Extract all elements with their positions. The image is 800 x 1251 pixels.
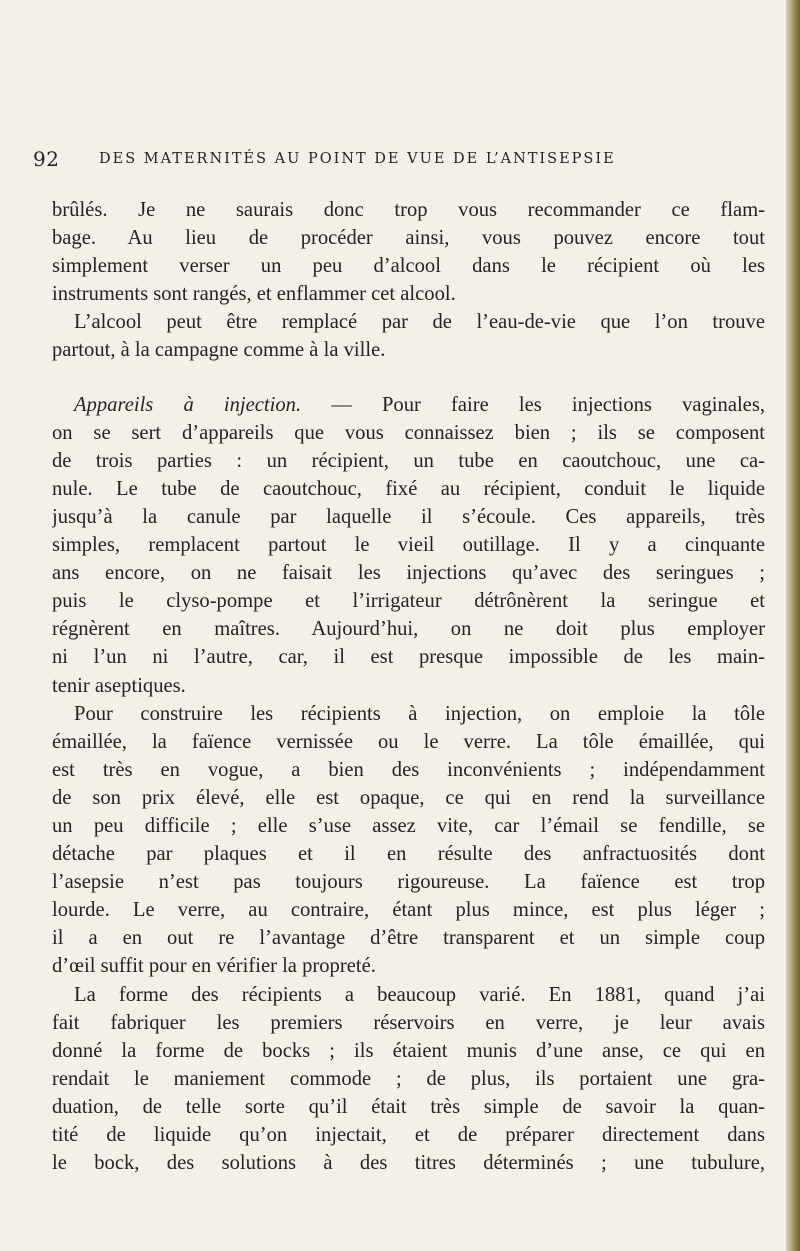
page-edge [786, 0, 800, 1251]
text-line: il a en out re l’avantage d’être transparent et un simple coup [52, 927, 765, 950]
text-line: émaillée, la faïence vernissée ou le verre. La tôle émaillée, qui [52, 730, 765, 753]
section-heading: Appareils à injection. [74, 393, 302, 416]
body-text [52, 196, 765, 1177]
text-line: puis le clyso-pompe et l’irrigateur détrônèrent la seringue et [52, 590, 765, 613]
text-line: on se sert d’appareils que vous connaissez bien ; ils se composent [52, 421, 765, 444]
text-line: le bock, des solutions à des titres déterminés ; une tubulure, [52, 1152, 765, 1175]
text-line: L’alcool peut être remplacé par de l’eau-de-vie que l’on trouve [74, 311, 765, 334]
text-line: duation, de telle sorte qu’il était très simple de savoir la quan- [52, 1095, 765, 1118]
text-line: lourde. Le verre, au contraire, étant plus mince, est plus léger ; [52, 899, 765, 922]
text-line: est très en vogue, a bien des inconvénients ; indépendamment [52, 758, 765, 781]
text-line: bage. Au lieu de procéder ainsi, vous pouvez encore tout [52, 227, 765, 250]
text-line: tité de liquide qu’on injectait, et de préparer directement dans [52, 1124, 765, 1146]
text-line: La forme des récipients a beaucoup varié. En 1881, quand j’ai [74, 983, 765, 1006]
section-line-text: — Pour faire les injections vaginales, [301, 393, 765, 416]
text-line: rendait le maniement commode ; de plus, ils portaient une gra- [52, 1067, 765, 1090]
text-line: détache par plaques et il en résulte des anfractuosités dont [52, 843, 765, 866]
text-line: nule. Le tube de caoutchouc, fixé au récipient, conduit le liquide [52, 477, 765, 500]
text-line: ans encore, on ne faisait les injections qu’avec des seringues ; [52, 562, 765, 585]
text-line: simples, remplacent partout le vieil outillage. Il y a cinquante [52, 534, 765, 557]
text-line: simplement verser un peu d’alcool dans le récipient où les [52, 255, 765, 278]
section-line [52, 391, 765, 419]
text-line: Pour construire les récipients à injection, on emploie la tôle [74, 702, 765, 725]
text-line: l’asepsie n’est pas toujours rigoureuse. La faïence est trop [52, 871, 765, 894]
running-title: DES MATERNITÉS AU POINT DE VUE DE L’ANTISEPSIE [99, 151, 616, 167]
text-line: un peu difficile ; elle s’use assez vite, car l’émail se fendille, se [52, 814, 765, 837]
text-line: fait fabriquer les premiers réservoirs en verre, je leur avais [52, 1011, 765, 1034]
text-line: partout, à la campagne comme à la ville. [52, 339, 386, 362]
text-line: de trois parties : un récipient, un tube en caoutchouc, une ca- [52, 449, 765, 472]
page-number: 92 [33, 147, 60, 171]
text-line: tenir aseptiques. [52, 674, 186, 697]
text-line: jusqu’à la canule par laquelle il s’écoule. Ces appareils, très [52, 505, 765, 528]
text-line: régnèrent en maîtres. Aujourd’hui, on ne doit plus employer [52, 618, 765, 641]
text-line: brûlés. Je ne saurais donc trop vous recommander ce flam- [52, 199, 765, 221]
page-header [33, 147, 768, 177]
paragraph-gap [52, 365, 765, 391]
text-line: de son prix élevé, elle est opaque, ce qui en rend la surveillance [52, 786, 765, 809]
text-line: ni l’un ni l’autre, car, il est presque impossible de les main- [52, 646, 765, 669]
text-line: d’œil suffit pour en vérifier la propreté. [52, 955, 376, 978]
text-line: donné la forme de bocks ; ils étaient munis d’une anse, ce qui en [52, 1039, 765, 1062]
text-line: instruments sont rangés, et enflammer cet alcool. [52, 283, 456, 306]
